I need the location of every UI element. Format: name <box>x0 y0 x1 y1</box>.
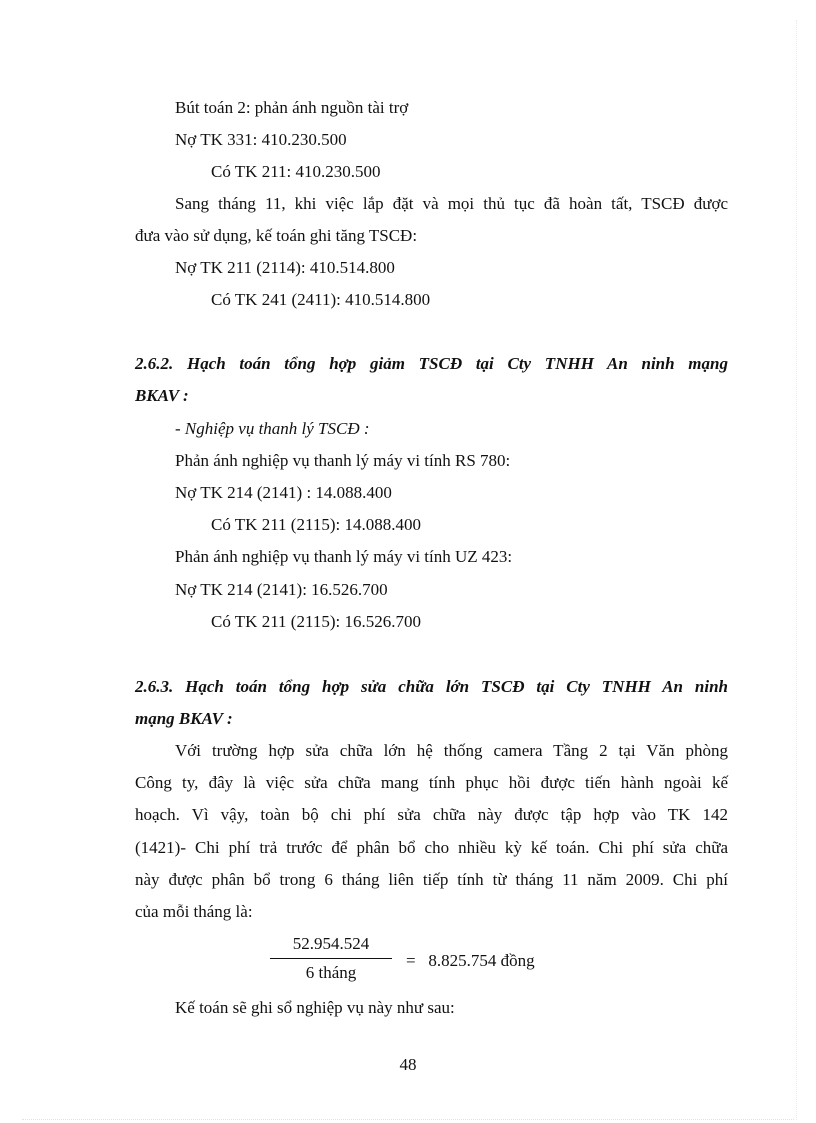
journal-entry-debit: Nợ TK 214 (2141): 16.526.700 <box>175 580 388 599</box>
paragraph-line: Công ty, đây là việc sửa chữa mang tính phục hồi được tiến hành ngoài kế <box>135 773 728 792</box>
section-heading-2-6-3: 2.6.3. Hạch toán tổng hợp sửa chữa lớn TSCĐ tại Cty TNHH An ninh <box>135 677 728 696</box>
journal-entry-credit: Có TK 241 (2411): 410.514.800 <box>211 290 431 309</box>
fraction-denominator: 6 tháng <box>305 963 357 982</box>
paragraph-line: Sang tháng 11, khi việc lắp đặt và mọi thủ tục đã hoàn tất, TSCĐ được <box>175 194 728 213</box>
fraction-numerator: 52.954.524 <box>292 934 370 953</box>
paragraph-line: (1421)- Chi phí trả trước để phân bổ cho nhiều kỳ kế toán. Chi phí sửa chữa <box>135 838 728 857</box>
paragraph: Phản ánh nghiệp vụ thanh lý máy vi tính UZ 423: <box>175 547 513 566</box>
page-number: 48 <box>399 1055 417 1074</box>
page-border-bottom <box>22 1119 794 1120</box>
paragraph-line: Với trường hợp sửa chữa lớn hệ thống camera Tầng 2 tại Văn phòng <box>175 741 728 760</box>
subsection-label: - Nghiệp vụ thanh lý TSCĐ : <box>175 419 370 438</box>
paragraph-line: của mỗi tháng là: <box>135 902 253 921</box>
paragraph: Kế toán sẽ ghi sổ nghiệp vụ này như sau: <box>175 998 455 1017</box>
journal-entry-credit: Có TK 211 (2115): 14.088.400 <box>211 515 421 534</box>
cost-fraction <box>270 934 392 983</box>
fraction-bar <box>270 958 392 959</box>
section-heading-2-6-3-cont: mạng BKAV : <box>135 709 233 728</box>
paragraph-line: hoạch. Vì vậy, toàn bộ chi phí sửa chữa này được tập hợp vào TK 142 <box>135 805 728 824</box>
journal-entry-debit: Nợ TK 214 (2141) : 14.088.400 <box>175 483 392 502</box>
paragraph-line: đưa vào sử dụng, kế toán ghi tăng TSCĐ: <box>135 226 418 245</box>
paragraph: Bút toán 2: phản ánh nguồn tài trợ <box>175 98 409 117</box>
journal-entry-debit: Nợ TK 211 (2114): 410.514.800 <box>175 258 395 277</box>
section-heading-2-6-2: 2.6.2. Hạch toán tổng hợp giảm TSCĐ tại Cty TNHH An ninh mạng <box>135 354 728 373</box>
journal-entry-debit: Nợ TK 331: 410.230.500 <box>175 130 347 149</box>
journal-entry-credit: Có TK 211 (2115): 16.526.700 <box>211 612 421 631</box>
journal-entry-credit: Có TK 211: 410.230.500 <box>211 162 381 181</box>
paragraph: Phản ánh nghiệp vụ thanh lý máy vi tính RS 780: <box>175 451 511 470</box>
page-border-right <box>796 20 797 1120</box>
fraction-result: = 8.825.754 đồng <box>406 951 535 970</box>
paragraph-line: này được phân bổ trong 6 tháng liên tiếp tính từ tháng 11 năm 2009. Chi phí <box>135 870 728 889</box>
section-heading-2-6-2-cont: BKAV : <box>135 386 189 405</box>
